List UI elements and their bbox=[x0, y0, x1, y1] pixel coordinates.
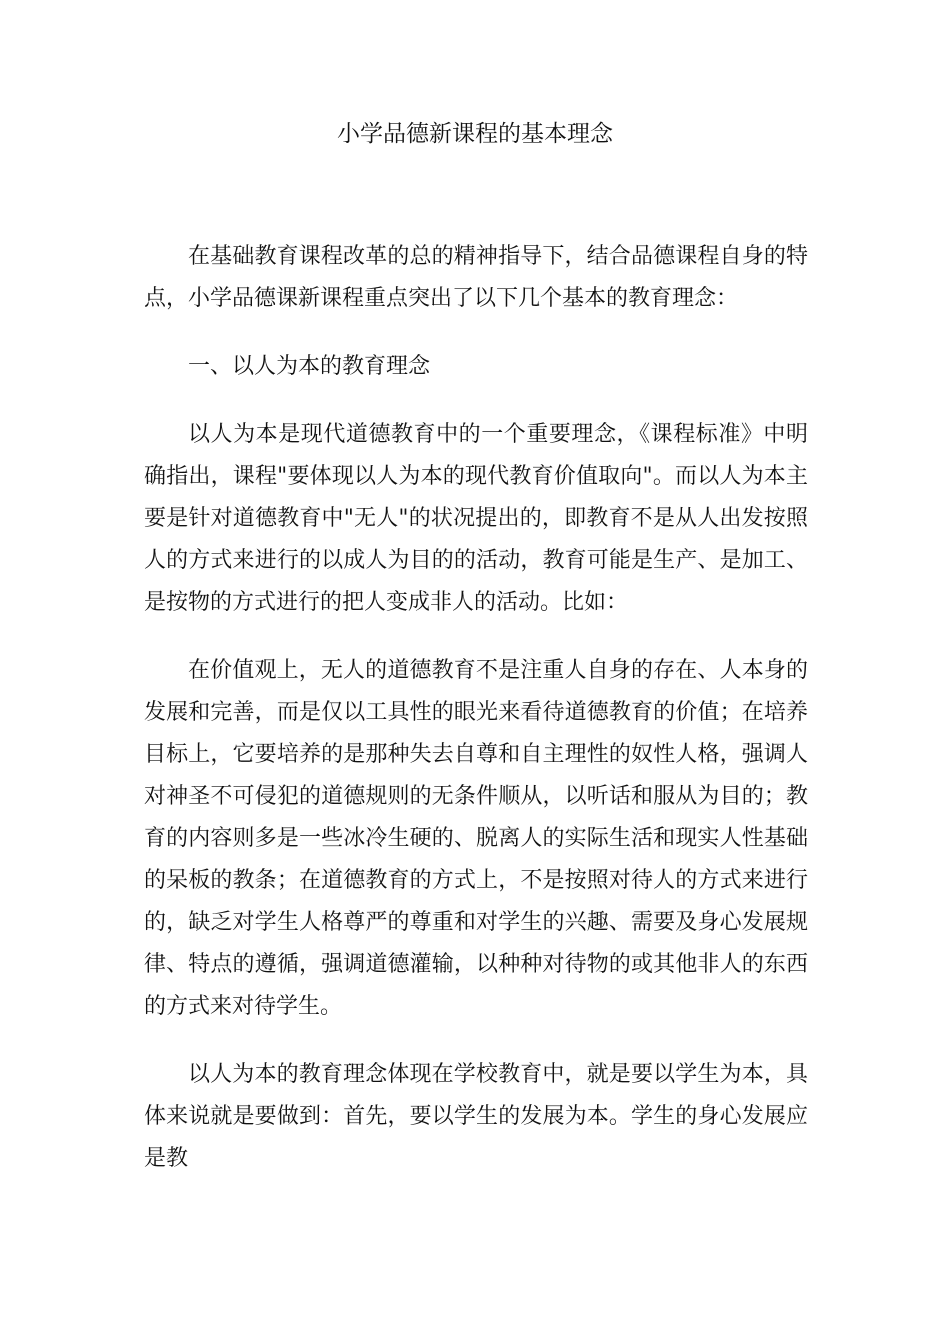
body-paragraph: 以人为本的教育理念体现在学校教育中，就是要以学生为本，具体来说就是要做到：首先，要以学生的发展为本。学生的身心发展应是教 bbox=[144, 1062, 808, 1171]
body-paragraph: 在价值观上，无人的道德教育不是注重人自身的存在、人本身的发展和完善，而是仅以工具性的眼光来看待道德教育的价值；在培养目标上，它要培养的是那种失去自尊和自主理性的奴性人格，强调人对神圣不可侵犯的道德规则的无条件顺从，以听话和服从为目的；教育的内容则多是一些冰冷生硬的、脱离人的实际生活和现实人性基础的呆板的教条；在道德教育的方式上，不是按照对待人的方式来进行的，缺乏对学生人格尊严的尊重和对学生的兴趣、需要及身心发展规律、特点的遵循，强调道德灌输，以种种对待物的或其他非人的东西的方式来对待学生。 bbox=[144, 658, 808, 1019]
body-paragraph: 以人为本是现代道德教育中的一个重要理念，《课程标准》中明确指出，课程"要体现以人为本的现代教育价值取向"。而以人为本主要是针对道德教育中"无人"的状况提出的，即教育不是从人出发按照人的方式来进行的以成人为目的的活动，教育可能是生产、是加工、是按物的方式进行的把人变成非人的活动。比如： bbox=[144, 422, 808, 615]
document-title: 小学品德新课程的基本理念 bbox=[337, 121, 613, 147]
section-heading: 一、以人为本的教育理念 bbox=[188, 354, 431, 379]
document-body bbox=[144, 236, 808, 1206]
intro-paragraph: 在基础教育课程改革的总的精神指导下，结合品德课程自身的特点，小学品德课新课程重点突出了以下几个基本的教育理念： bbox=[144, 244, 808, 311]
